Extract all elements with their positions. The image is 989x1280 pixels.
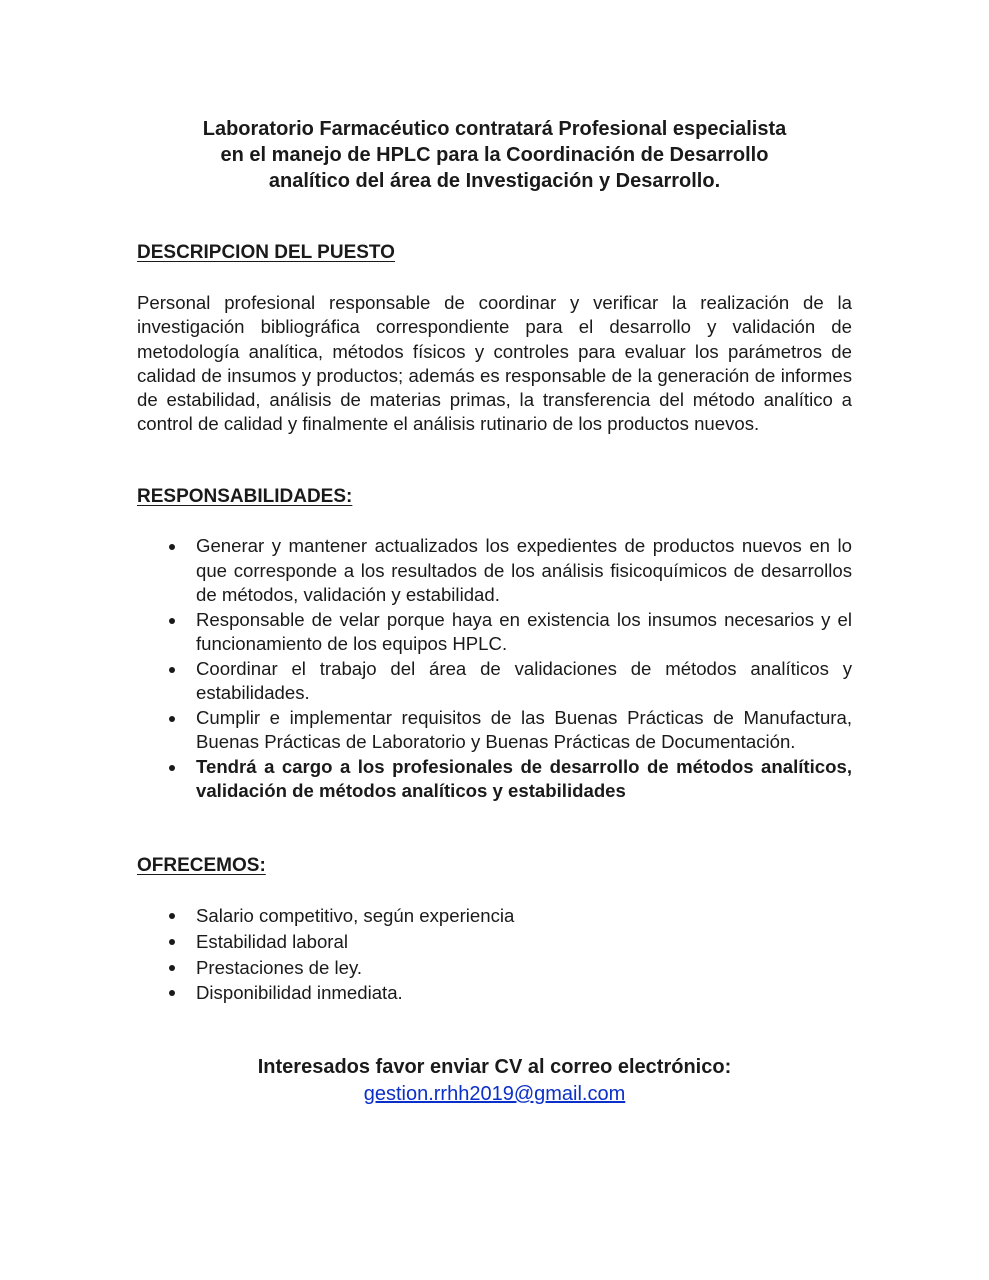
- list-item: Responsable de velar porque haya en existencia los insumos necesarios y el funcionamiento de los equipos HPLC.: [137, 608, 852, 657]
- list-item: Coordinar el trabajo del área de validaciones de métodos analíticos y estabilidades.: [137, 657, 852, 706]
- contact-label: Interesados favor enviar CV al correo electrónico:: [257, 1056, 732, 1078]
- title-line: en el manejo de HPLC para la Coordinación de Desarrollo: [220, 144, 769, 166]
- responsibilities-list: [137, 534, 852, 804]
- title-line: Laboratorio Farmacéutico contratará Profesional especialista: [202, 118, 787, 140]
- bullet-icon: [169, 913, 175, 919]
- bullet-icon: [169, 965, 175, 971]
- responsibilities-heading: RESPONSABILIDADES:: [137, 486, 353, 507]
- bullet-icon: [169, 544, 175, 550]
- bullet-icon: [169, 716, 175, 722]
- page-title: [100, 116, 889, 194]
- bullet-icon: [169, 990, 175, 996]
- list-item: Disponibilidad inmediata.: [137, 980, 852, 1006]
- list-item: Tendrá a cargo a los profesionales de desarrollo de métodos analíticos, validación de métodos analíticos y estabilidades: [137, 755, 852, 804]
- email-link[interactable]: gestion.rrhh2019@gmail.com: [363, 1083, 626, 1105]
- bullet-icon: [169, 667, 175, 673]
- bullet-icon: [169, 618, 175, 624]
- description-text: Personal profesional responsable de coordinar y verificar la realización de la investigación bibliográfica correspondiente para el desarrollo y validación de metodología analítica, métodos físicos y controles para evaluar los parámetros de calidad de insumos y productos; además es responsable de la generación de informes de estabilidad, análisis de materias primas, la transferencia del método analítico a control de calidad y finalmente el análisis rutinario de los productos nuevos.: [137, 292, 852, 435]
- list-item: Cumplir e implementar requisitos de las Buenas Prácticas de Manufactura, Buenas Prácticas de Laboratorio y Buenas Prácticas de Documentación.: [137, 706, 852, 755]
- description-heading: DESCRIPCION DEL PUESTO: [137, 242, 395, 263]
- list-item: Estabilidad laboral: [137, 929, 852, 955]
- list-item: Generar y mantener actualizados los expedientes de productos nuevos en lo que corresponde a los resultados de los análisis fisicoquímicos de desarrollos de métodos, validación y estabilidad.: [137, 534, 852, 608]
- contact-section: [100, 1054, 889, 1108]
- title-line: analítico del área de Investigación y Desarrollo.: [268, 170, 721, 192]
- offers-heading: OFRECEMOS:: [137, 855, 266, 876]
- bullet-icon: [169, 765, 175, 771]
- bullet-icon: [169, 939, 175, 945]
- offers-list: [137, 903, 852, 1006]
- list-item: Prestaciones de ley.: [137, 955, 852, 981]
- list-item: Salario competitivo, según experiencia: [137, 903, 852, 929]
